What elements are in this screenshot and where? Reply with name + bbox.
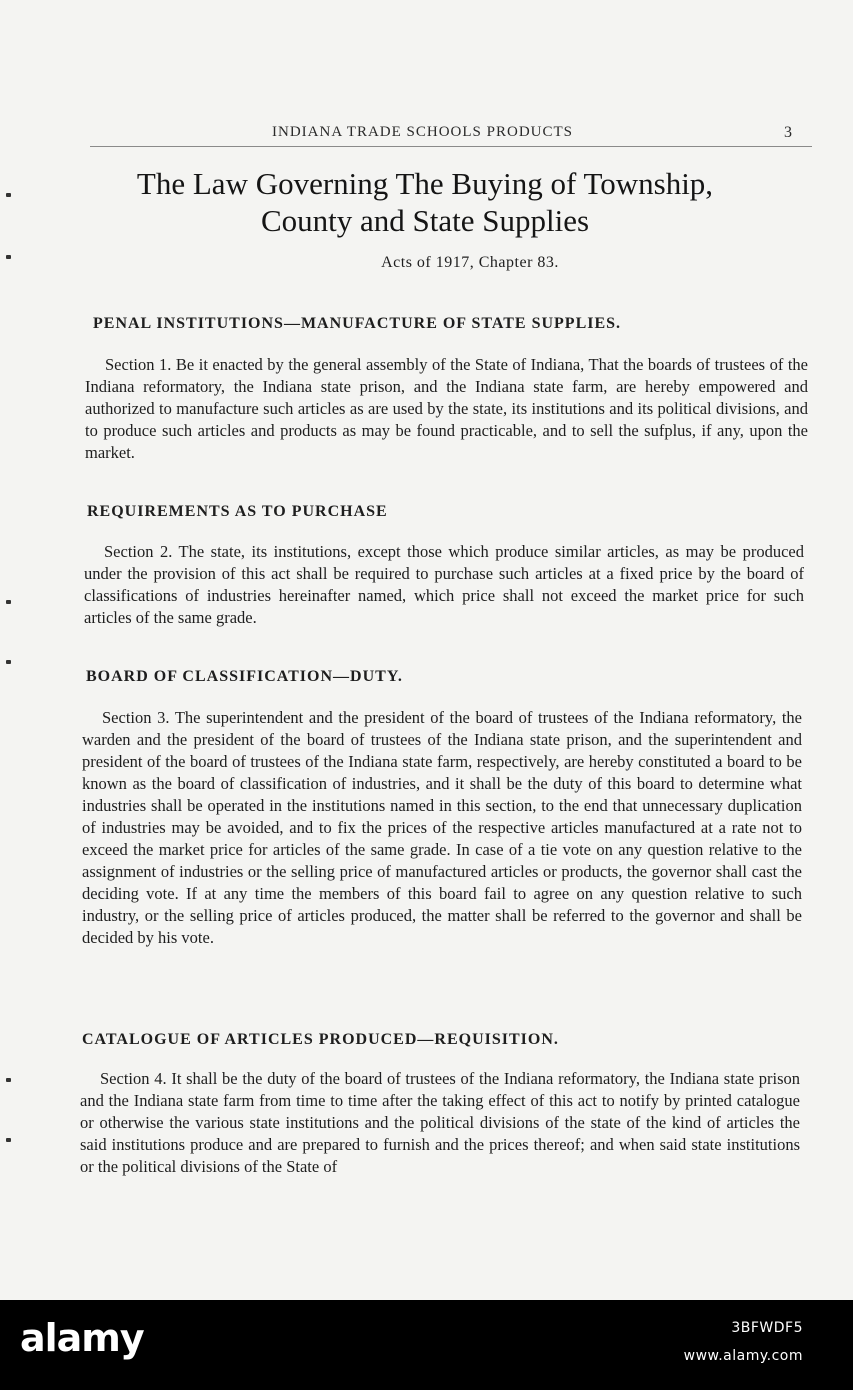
watermark-banner	[0, 1300, 853, 1390]
page-title-line-2: County and State Supplies	[260, 203, 590, 238]
margin-mark	[6, 1138, 11, 1142]
page-title	[80, 165, 770, 239]
margin-mark	[6, 255, 11, 259]
page-title-line-1: The Law Governing The Buying of Township,	[136, 166, 714, 201]
running-title: INDIANA TRADE SCHOOLS PRODUCTS	[272, 124, 574, 140]
watermark-logo: alamy	[20, 1316, 144, 1360]
margin-mark	[6, 600, 11, 604]
section-4-heading: CATALOGUE OF ARTICLES PRODUCED—REQUISITION.	[82, 1031, 559, 1048]
section-1-text: Section 1. Be it enacted by the general assembly of the State of Indiana, That the boards of trustees of the Indiana reformatory, the Indiana state prison, and the Indiana state farm, are hereby empowered and authorized to manufacture such articles as are used by the state, its institutions and its political divisions, and to produce such articles and products as may be found practicable, and to sell the sufplus, if any, upon the market.	[85, 355, 808, 462]
act-citation: Acts of 1917, Chapter 83.	[381, 254, 559, 271]
section-1-heading: PENAL INSTITUTIONS—MANUFACTURE OF STATE SUPPLIES.	[93, 315, 622, 332]
section-3-heading: BOARD OF CLASSIFICATION—DUTY.	[86, 668, 403, 685]
margin-mark	[6, 1078, 11, 1082]
section-4-text: Section 4. It shall be the duty of the board of trustees of the Indiana reformatory, the Indiana state prison and the Indiana state farm from time to time after the taking effect of this act to notify by printed catalogue or otherwise the various state institutions and the political divisions of the state of the kind of articles the said institutions produce and are prepared to furnish and the prices thereof; and when said state institutions or the political divisions of the State of	[80, 1069, 800, 1176]
page-number: 3	[784, 124, 792, 141]
margin-mark	[6, 193, 11, 197]
margin-mark	[6, 660, 11, 664]
section-2-heading: REQUIREMENTS AS TO PURCHASE	[87, 503, 388, 520]
section-2-text: Section 2. The state, its institutions, except those which produce similar articles, as may be produced under the provision of this act shall be required to purchase such articles at a fixed price by the board of classifications of industries hereinafter named, which price shall not exceed the market price for such articles of the same grade.	[84, 542, 804, 627]
section-3-text: Section 3. The superintendent and the president of the board of trustees of the Indiana reformatory, the warden and the president of the board of trustees of the Indiana state prison, and the superintendent and president of the board of trustees of the Indiana state farm, respectively, are hereby constituted a board to be known as the board of classification of industries, and it shall be the duty of this board to determine what industries shall be operated in the institutions named in this section, to the end that unnecessary duplication of industries may be avoided, and to fix the prices of the respective articles manufactured at a rate not to exceed the market price for articles of the same grade. In case of a tie vote on any question relative to the assignment of industries or the selling price of manufactured articles or products, the governor shall cast the deciding vote. If at any time the members of this board fail to agree on any question relative to such industry, or the selling price of articles produced, the matter shall be referred to the governor and shall be decided by his vote.	[82, 708, 802, 947]
watermark-site: www.alamy.com	[683, 1348, 803, 1364]
watermark-image-id: 3BFWDF5	[731, 1320, 803, 1336]
running-head	[90, 122, 812, 147]
